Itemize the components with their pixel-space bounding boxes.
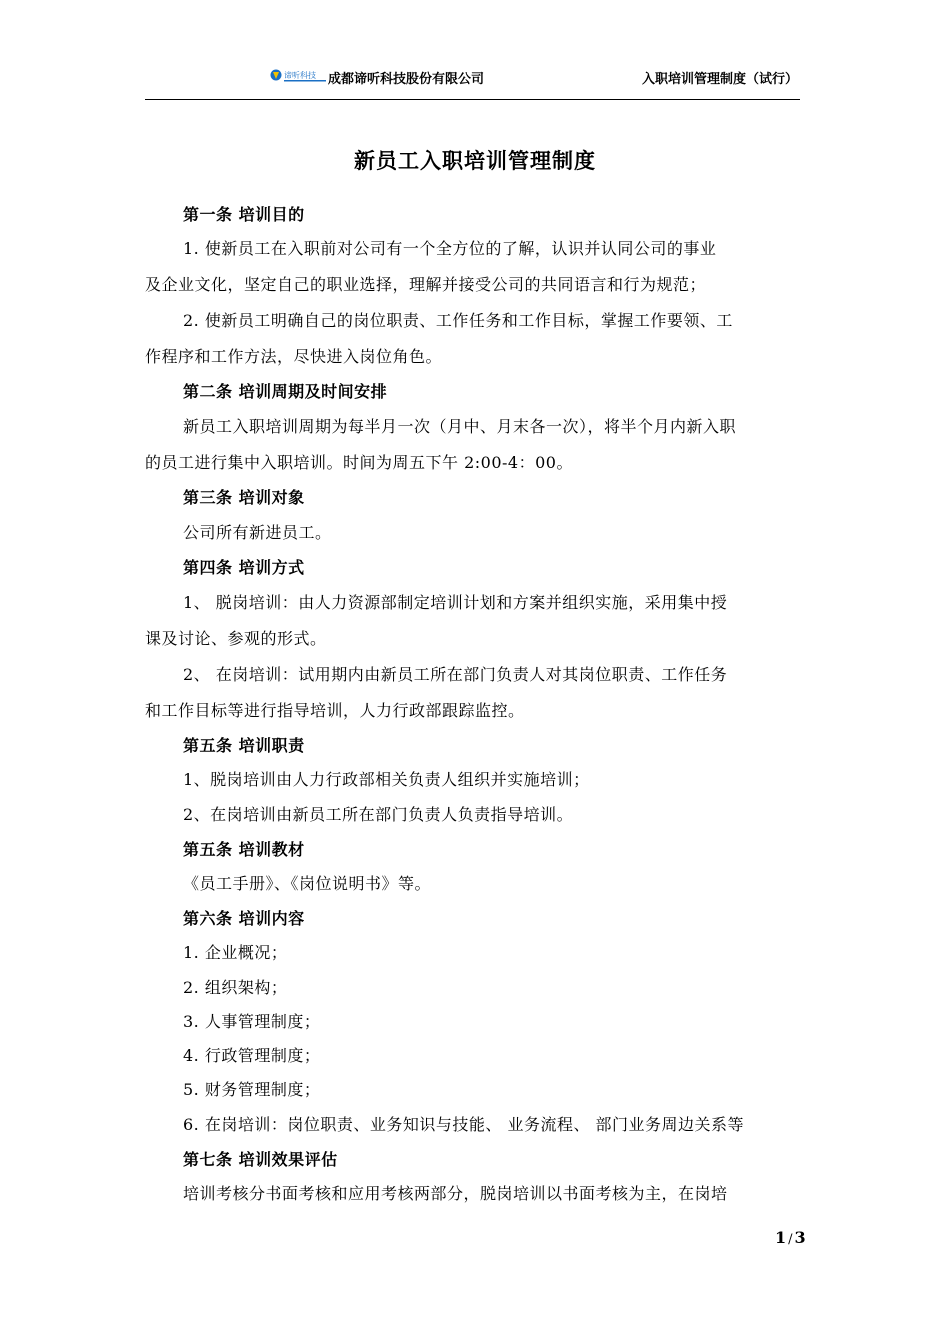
- section-heading: 第一条 培训目的: [183, 205, 305, 224]
- paragraph-line: 新员工入职培训周期为每半月一次（月中、月末各一次），将半个月内新入职: [183, 417, 737, 436]
- paragraph-line: 《员工手册》、《岗位说明书》等。: [183, 874, 432, 893]
- section-heading: 第三条 培训对象: [183, 488, 305, 507]
- paragraph-line: 和工作目标等进行指导培训，人力行政部跟踪监控。: [145, 701, 525, 720]
- section-heading: 第七条 培训效果评估: [183, 1150, 338, 1169]
- list-item: 1. 企业概况；: [183, 943, 288, 962]
- logo-text: 谛听科技: [284, 71, 316, 80]
- paragraph-line: 2. 使新员工明确自己的岗位职责、工作任务和工作目标，掌握工作要领、工: [183, 311, 733, 330]
- company-logo: [270, 66, 330, 84]
- header-doc-title: 入职培训管理制度（试行）: [641, 72, 798, 87]
- list-item: 3. 人事管理制度；: [183, 1012, 321, 1031]
- page-separator: /: [788, 1232, 793, 1247]
- list-item: 6. 在岗培训：岗位职责、业务知识与技能、 业务流程、 部门业务周边关系等: [183, 1115, 745, 1134]
- paragraph-line: 1. 使新员工在入职前对公司有一个全方位的了解，认识并认同公司的事业: [183, 239, 717, 258]
- section-heading: 第四条 培训方式: [183, 558, 305, 577]
- section-heading: 第五条 培训教材: [183, 840, 305, 859]
- document-title: 新员工入职培训管理制度: [354, 148, 596, 173]
- paragraph-line: 及企业文化，坚定自己的职业选择，理解并接受公司的共同语言和行为规范；: [145, 275, 707, 294]
- page-current: 1: [775, 1228, 787, 1247]
- paragraph-line: 的员工进行集中入职培训。时间为周五下午 2:00-4：00。: [145, 453, 573, 472]
- list-item: 2. 组织架构；: [183, 978, 288, 997]
- page-number: [775, 1228, 806, 1247]
- header-divider: [145, 99, 800, 100]
- paragraph-line: 课及讨论、参观的形式。: [145, 629, 327, 648]
- paragraph-line: 作程序和工作方法，尽快进入岗位角色。: [145, 347, 443, 366]
- paragraph-line: 公司所有新进员工。: [183, 523, 332, 542]
- page-total: 3: [794, 1228, 806, 1247]
- section-heading: 第六条 培训内容: [183, 909, 305, 928]
- section-heading: 第五条 培训职责: [183, 736, 305, 755]
- section-heading: 第二条 培训周期及时间安排: [183, 382, 388, 401]
- paragraph-line: 2、 在岗培训：试用期内由新员工所在部门负责人对其岗位职责、工作任务: [183, 665, 728, 684]
- paragraph-line: 2、在岗培训由新员工所在部门负责人负责指导培训。: [183, 805, 574, 824]
- list-item: 5. 财务管理制度；: [183, 1080, 321, 1099]
- company-name: 成都谛听科技股份有限公司: [328, 72, 485, 87]
- list-item: 4. 行政管理制度；: [183, 1046, 321, 1065]
- paragraph-line: 1、脱岗培训由人力行政部相关负责人组织并实施培训；: [183, 770, 590, 789]
- page-header: [145, 62, 800, 92]
- paragraph-line: 培训考核分书面考核和应用考核两部分，脱岗培训以书面考核为主，在岗培: [183, 1184, 728, 1203]
- paragraph-line: 1、 脱岗培训：由人力资源部制定培训计划和方案并组织实施，采用集中授: [183, 593, 728, 612]
